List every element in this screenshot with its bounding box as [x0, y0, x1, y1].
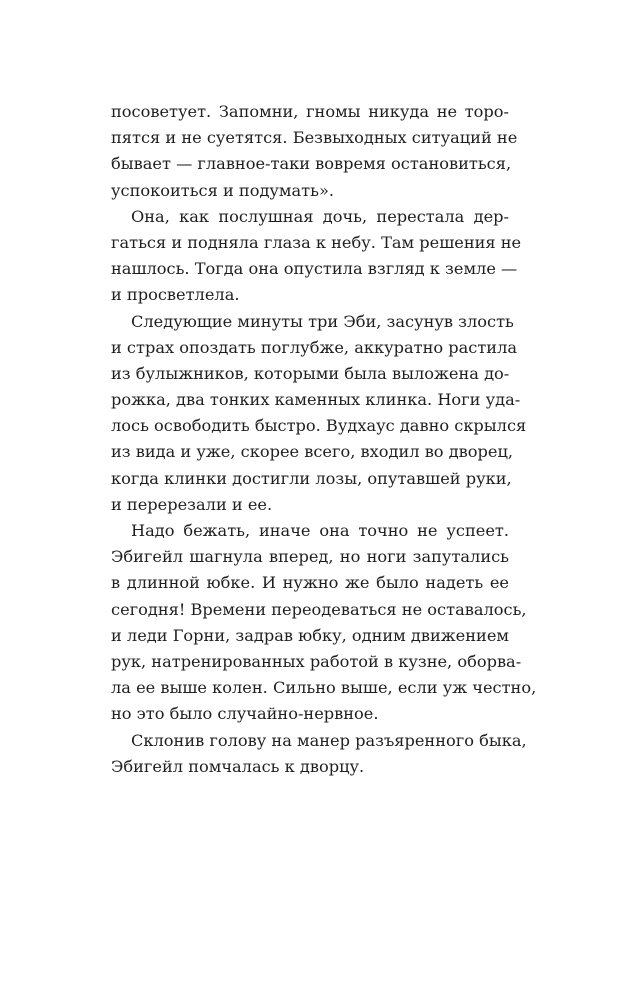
text-line: посоветует. Запомни, гномы никуда не торо- [111, 102, 509, 121]
paragraph-5 [111, 728, 527, 780]
text-line: Она, как послушная дочь, перестала дер- [131, 206, 509, 226]
text-line: Эбигейл помчалась к дворцу. [111, 756, 365, 776]
paragraph-4 [111, 518, 537, 728]
text-line: лось освободить быстро. Вудхаус давно скрылся [111, 416, 527, 436]
text-line: бывает — главное-таки вовремя остановиться, [111, 154, 512, 174]
text-line: в длинной юбке. И нужно же было надеть ее [111, 573, 509, 593]
text-line: Склонив голову на манер разъяренного быка, [131, 730, 527, 750]
text-line: ла ее выше колен. Сильно выше, если уж честно, [111, 678, 537, 698]
body-text [111, 99, 537, 780]
text-line: пятся и не суетятся. Безвыходных ситуаций не [111, 128, 518, 148]
paragraph-3 [111, 309, 527, 519]
text-line: сегодня! Времени переодеваться не оставалось, [111, 599, 527, 619]
paragraph-1 [111, 99, 518, 204]
text-line: Следующие минуты три Эби, засунув злость [131, 311, 514, 331]
text-line: Надо бежать, иначе она точно не успеет. [131, 521, 509, 540]
text-line: гаться и подняла глаза к небу. Там решения не [111, 232, 522, 252]
text-line: нашлось. Тогда она опустила взгляд к земле — [111, 259, 518, 279]
text-line: успокоиться и подумать». [111, 180, 334, 200]
text-line: рожка, два тонких каменных клинка. Ноги уда- [111, 390, 521, 410]
text-line: когда клинки достигли лозы, опутавшей руки, [111, 468, 512, 488]
text-line: и перерезали и ее. [111, 494, 273, 514]
text-line: и просветлела. [111, 285, 240, 305]
text-line: Эбигейл шагнула вперед, но ноги запутались [111, 547, 509, 567]
text-line: и страх опоздать поглубже, аккуратно растила [111, 337, 518, 357]
paragraph-2 [111, 204, 522, 309]
text-line: и леди Горни, задрав юбку, одним движением [111, 625, 510, 645]
text-line: из булыжников, которыми была выложена до- [111, 363, 510, 383]
text-line: из вида и уже, скорее всего, входил во дворец, [111, 442, 514, 462]
text-line: но это было случайно-нервное. [111, 704, 379, 724]
text-line: рук, натренированных работой в кузне, оборва- [111, 651, 522, 671]
